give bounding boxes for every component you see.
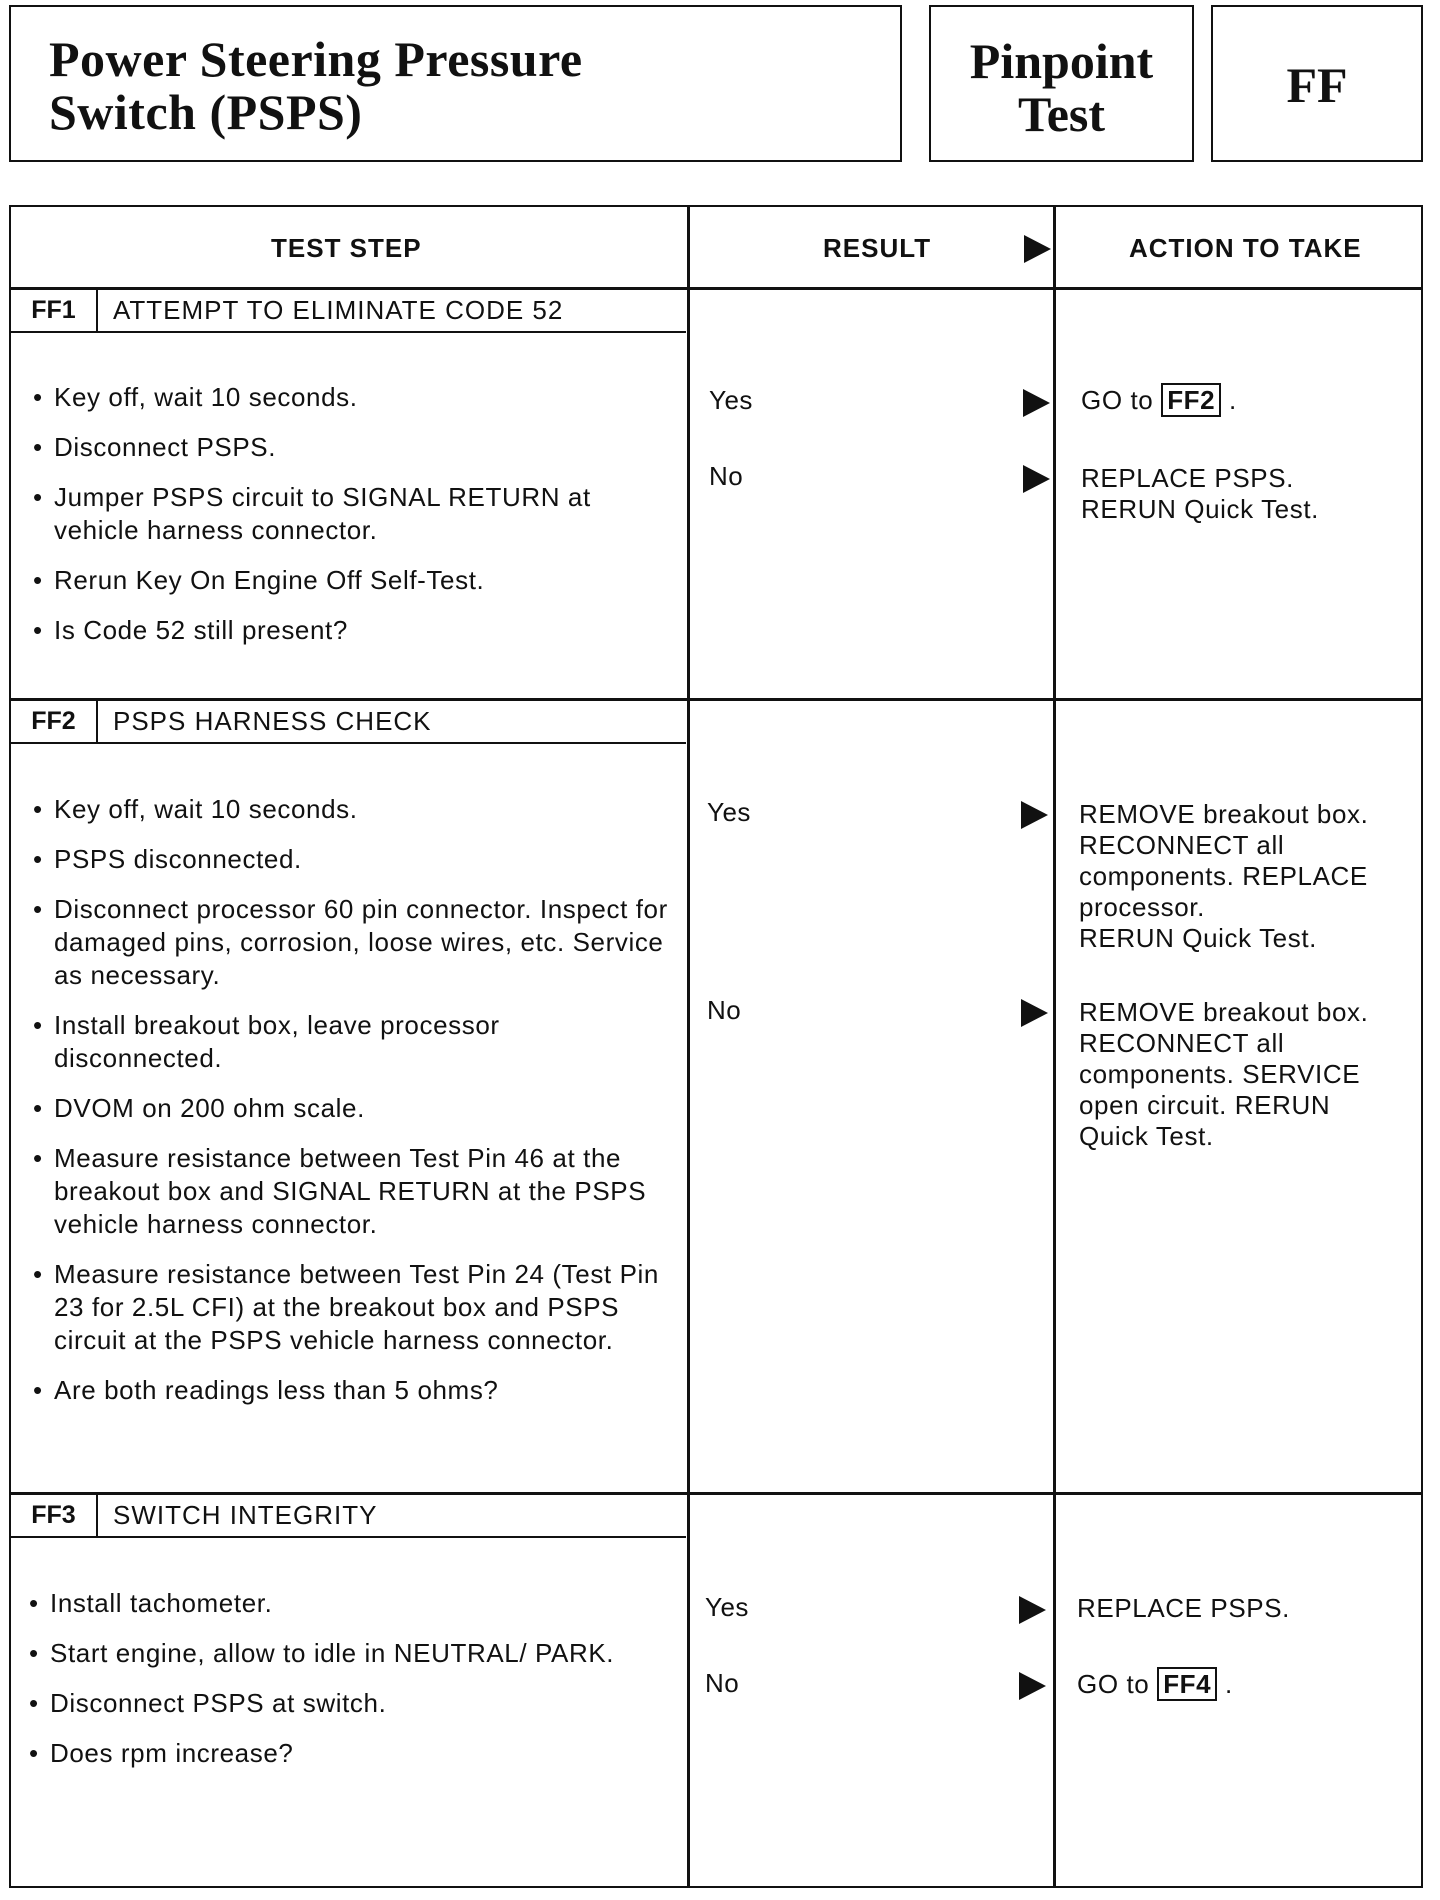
step-ff2-instructions [33, 793, 673, 1424]
result-yes: Yes [707, 797, 751, 827]
header-action: ACTION TO TAKE [1129, 233, 1362, 263]
list-item: • Jumper PSPS circuit to SIGNAL RETURN at vehicle harness connector. [33, 481, 673, 547]
list-item: • Measure resistance between Test Pin 46 at the breakout box and SIGNAL RETURN at the PSPS vehicle harness connector. [33, 1142, 673, 1241]
step-id: FF1 [11, 290, 98, 331]
result-arrow-icon [1021, 999, 1048, 1027]
result-no: No [709, 461, 744, 491]
test-type-box [929, 5, 1194, 162]
list-item: • Start engine, allow to idle in NEUTRAL/ PARK. [29, 1637, 669, 1670]
action-text: REMOVE breakout box. RECONNECT all components. REPLACE processor. RERUN Quick Test. [1079, 799, 1369, 953]
step-reference-ff4[interactable]: FF4 [1157, 1667, 1217, 1701]
list-item: • Is Code 52 still present? [33, 614, 673, 647]
list-item: • PSPS disconnected. [33, 843, 673, 876]
result-arrow-icon [1024, 235, 1051, 263]
test-type-label: Pinpoint Test [969, 33, 1154, 142]
result-yes: Yes [709, 385, 753, 415]
page-title: Power Steering Pressure Switch (PSPS) [49, 31, 583, 140]
list-item: • Disconnect PSPS at switch. [29, 1687, 669, 1720]
action-text-suffix: . [1229, 385, 1237, 415]
step-ff1-instructions [33, 381, 673, 664]
step-header-ff2 [11, 701, 686, 744]
step-reference-ff2[interactable]: FF2 [1161, 383, 1221, 417]
list-item: • Are both readings less than 5 ohms? [33, 1374, 673, 1407]
title-box [9, 5, 902, 162]
step-id: FF2 [11, 701, 98, 742]
step-header-ff1 [11, 290, 686, 333]
list-item: • Measure resistance between Test Pin 24 (Test Pin 23 for 2.5L CFI) at the breakout box and PSPS circuit at the PSPS vehicle harness connector. [33, 1258, 673, 1357]
action-text [1077, 1669, 1407, 1700]
result-arrow-icon [1023, 465, 1050, 493]
list-item: • Key off, wait 10 seconds. [33, 381, 673, 414]
header-result: RESULT [823, 233, 932, 263]
action-text: REPLACE PSPS. [1077, 1593, 1290, 1623]
result-arrow-icon [1019, 1672, 1046, 1700]
result-arrow-icon [1019, 1596, 1046, 1624]
action-text-suffix: . [1225, 1669, 1233, 1699]
step-title: PSPS HARNESS CHECK [113, 706, 432, 736]
test-code-box [1211, 5, 1423, 162]
action-text-prefix: GO to [1081, 385, 1154, 415]
column-divider [1053, 207, 1056, 1886]
list-item: • Install breakout box, leave processor disconnected. [33, 1009, 673, 1075]
step-title: ATTEMPT TO ELIMINATE CODE 52 [113, 295, 564, 325]
step-header-ff3 [11, 1495, 686, 1538]
result-arrow-icon [1021, 801, 1048, 829]
result-no: No [707, 995, 742, 1025]
action-text: REPLACE PSPS. RERUN Quick Test. [1081, 463, 1319, 524]
action-text [1081, 385, 1411, 416]
result-no: No [705, 1668, 740, 1698]
list-item: • Disconnect PSPS. [33, 431, 673, 464]
step-title: SWITCH INTEGRITY [113, 1500, 378, 1530]
action-text: REMOVE breakout box. RECONNECT all components. SERVICE open circuit. RERUN Quick Test. [1079, 997, 1369, 1151]
header-test-step: TEST STEP [271, 233, 422, 263]
list-item: • Rerun Key On Engine Off Self-Test. [33, 564, 673, 597]
list-item: • Key off, wait 10 seconds. [33, 793, 673, 826]
list-item: • Install tachometer. [29, 1587, 669, 1620]
list-item: • Does rpm increase? [29, 1737, 669, 1770]
list-item: • Disconnect processor 60 pin connector. Inspect for damaged pins, corrosion, loose wires, etc. Service as necessary. [33, 893, 673, 992]
result-yes: Yes [705, 1592, 749, 1622]
result-arrow-icon [1023, 389, 1050, 417]
test-code-label: FF [1286, 57, 1348, 113]
step-ff3-instructions [29, 1587, 669, 1787]
column-divider [687, 207, 690, 1886]
pinpoint-test-table [9, 205, 1423, 1888]
list-item: • DVOM on 200 ohm scale. [33, 1092, 673, 1125]
action-text-prefix: GO to [1077, 1669, 1150, 1699]
step-id: FF3 [11, 1495, 98, 1536]
